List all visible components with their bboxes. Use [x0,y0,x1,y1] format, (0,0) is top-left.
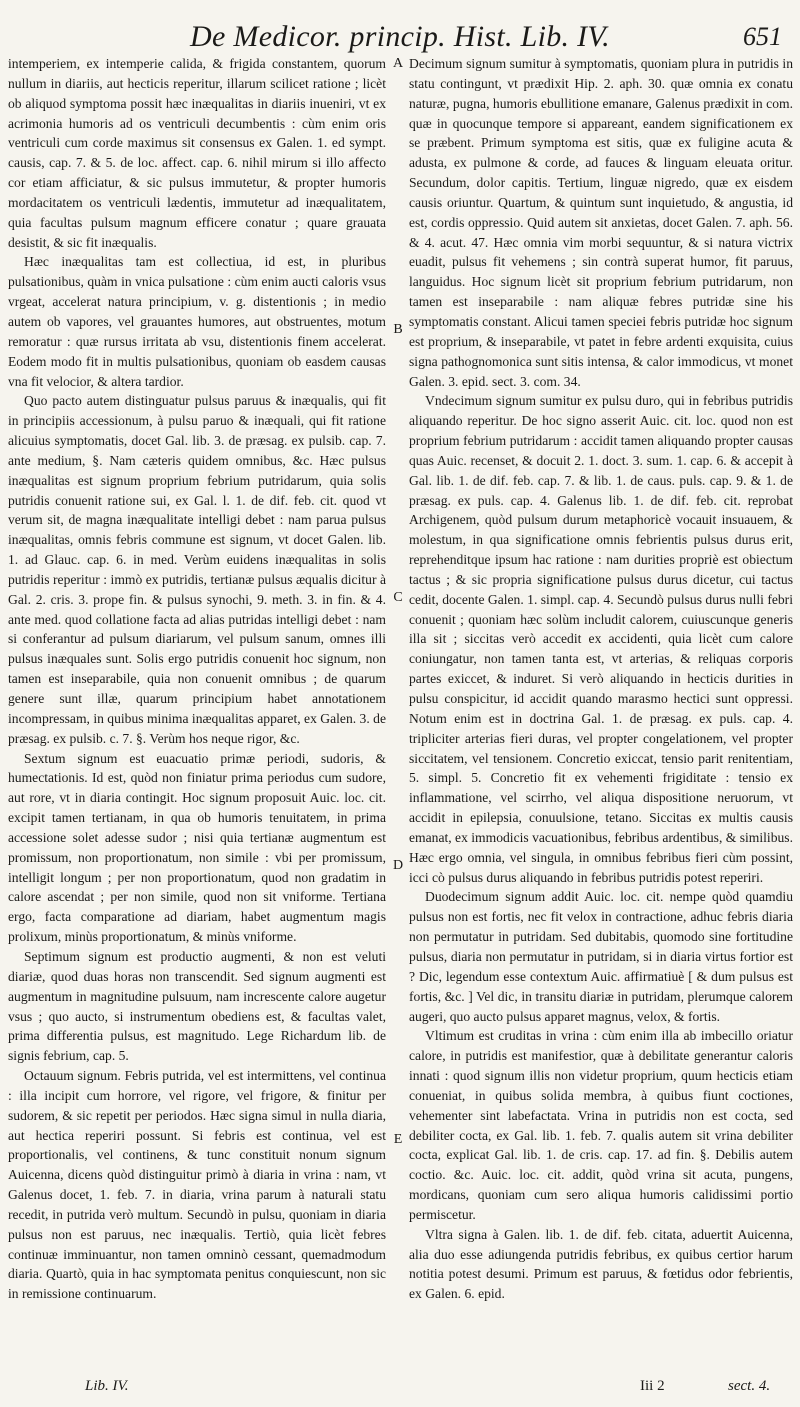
catchword: sect. 4. [728,1378,771,1394]
paragraph: Decimum signum sumitur à symptomatis, quoniam plura in putridis in statu contingunt, vt prædixit Hip. 2. aph. 30. quæ omnia ex conatu naturæ, pugna, humoris ebullitione emanare, Galenus prædixit in com. quæ in quocunque tempore si appareant, eandem significationem ex se præbent. Primum symptoma est sitis, quæ ex fuligine acuta & adusta, ex pulmone & corde, ad fauces & linguam eleuata oritur. Secundum, dolor capitis. Tertium, linguæ nigredo, quæ ex eisdem causis oriuntur. Quartum, & quintum sunt inquietudo, & angustia, id est, cordis oppressio. Quid autem sit anxietas, docet Galen. 7. aph. 56. & 4. acut. 47. Hæc omnia vim morbi sequuntur, & si natura victrix euadit, pulsus fit vehemens ; sin contrà superat humor, fit paruus, languidus. Hoc signum licèt sit proprium febrium putridarum, non tamen est inseparabile : nam aliquæ febres putridæ sine his symptomatis constant. Alicui tamen speciei febris putridæ hoc signum est proprium, & inseparabile, vt patet in febre ardenti exquisita, cuius signa pathognomonica sunt sitis intensa, & calor immodicus, vt monet Galen. 3. epid. sect. 3. com. 34. [409,56,793,389]
margin-marker-e: E [393,1132,403,1147]
right-column [409,54,793,1379]
paragraph: Duodecimum signum addit Auic. loc. cit. nempe quòd quamdiu pulsus non est fortis, nec fit velox in contractione, adhuc febris diaria non permutatur in putridam. Sed dubitabis, quomodo sine fortitudine pulsus, diaria non permutatur in putridam, si in diaria virtus fortior est ? Dic, legendum esse contextum Auic. affirmatiuè [ & dum pulsus est fortis, &c. ] Vel dic, in transitu diariæ in putridam, plerumque calorem augeri, quo aucto pulsus apparet magnus, velox, & fortis. [409,889,793,1024]
page-footer [0,1378,800,1402]
margin-marker-a: A [392,56,404,71]
margin-marker-b: B [393,322,403,337]
paragraph: Vndecimum signum sumitur ex pulsu duro, qui in febribus putridis aliquando reperitur. De hoc signo asserit Auic. cit. loc. quod non est proprium febrium putridarum : accidit tamen aliquando propter causas quas Auic. recenset, & docuit 2. 1. doct. 3. sum. 1. cap. 6. & accepit à Gal. lib. 1. de dif. feb. cap. 7. & lib. 1. de caus. puls. cap. 9. & 1. de præsag. ex puls. cap. 4. Galenus lib. 1. de dif. feb. cit. reprobat Archigenem, quòd pulsum durum metaphoricè vocauit insuauem, & molestum, in qua significatione omnis febrientis pulsus durus erit, reprehenditque ipsum hac ratione : nam durities propriè est obiectum tactus ; & sic propria significatione pulsus durus dicetur, cui tactus cedit, docente Galen. 1. simpl. cap. 4. Secundò pulsus durus nulli febri conuenit ; quoniam hæc solùm includit calorem, cuiuscunque generis illa sit ; siccitas verò accedit ex accidenti, quia licèt cum calore coniungatur, non tamen tanta est, vt arterias, & reliquas corporis partes exiccet, & induret. Si verò aliquando in hecticis durities in pulsu conspicitur, id accidit quando marasmo hectici sunt oppressi. Notum enim est in doctrina Gal. 1. de præsag. ex puls. cap. 4. tripliciter arterias fieri duras, vel propter congelationem, vel propter siccitatem, vel tensionem. Concretio exiccat, tensio parit renitentiam, 5. simpl. 5. Concretio fit ex vehementi frigiditate : tensio ex inflammatione, vel scirrho, vel aliqua dispositione neruorum, vt accidit in epilepsia, conuulsione, tetano. Siccitas ex multis causis emanat, ex immodicis vacuationibus, febribus ardentibus, & similibus. Hæc ergo omnia, vel singula, in omnibus febribus fieri cùm possint, icci cò pulsus durus aliquando in febribus putridis potest reperiri. [409,393,793,885]
signature-mark: Iii 2 [640,1378,665,1394]
left-column [8,54,386,1379]
paragraph: Hæc inæqualitas tam est collectiua, id est, in pluribus pulsationibus, quàm in vnica pulsatione : cùm enim aucti caloris vsus vrgeat, accelerat natura principium, v. g. distentionis ; in medio autem ob vapores, vel grauantes humores, aut obstruentes, motum remoratur : quæ rursus irritata ab vsu, distentionis finem accelerat. Eodem modo fit in multis pulsationibus, quoniam ob easdem causas vna fit velocior, & altera tardior. [8,254,386,389]
paragraph: Vltra signa à Galen. lib. 1. de dif. feb. citata, aduertit Auicenna, alia duo esse adiungenda putridis febribus, ex quibus certior harum notitia potest desumi. Primum est paruus, & fœtidus odor febrientis, ex Galen. 6. epid. [409,1226,793,1302]
running-title: De Medicor. princip. Hist. Lib. IV. [190,20,610,53]
running-foot: Lib. IV. [85,1378,129,1394]
paragraph: Vltimum est cruditas in vrina : cùm enim illa ab imbecillo oriatur calore, in putridis est manifestior, quæ à debilitate generantur caloris innati : quod signum illis non videtur proprium, quum hecticis etiam conueniat, in quibus solida membra, à quibus fiunt coctiones, vehementer sint labefactata. Vrina in putridis non est cocta, sed debiliter cocta, ex Gal. lib. 1. feb. 7. qualis autem sit vrina debiliter cocta, explicat Gal. lib. 1. de cris. cap. 17. ad fin. §. Debilis autem coctio. &c. Auic. loc. cit. addit, quòd vrina sit acuta, pungens, mordicans, quoniam cum sero aliqua humoris calidissimi portio permiscetur. [409,1028,793,1222]
paragraph: intemperiem, ex intemperie calida, & frigida constantem, quorum nullum in diariis, aut hecticis reperitur, illarum scilicet ratione ; licèt ob aliquod symptoma possit hæc inæqualitas in diariis inueniri, vt ex acrimonia humoris ad os ventriculi decumbentis : cùm enim oris ventriculi cum corde maximus sit consensus ex Galen. 1. ed sympt. causis, cap. 7. & 5. de loc. affect. cap. 6. nihil mirum si illo affecto cor etiam afficiatur, & sic pulsus immutetur, & propter humoris mordacitatem os ventriculi lædentis, immutetur ad inæqualitatem, quia facultas pulsum magnum efficere conatur ; quare grauata desistit, & sic fit inæqualis. [8,56,386,250]
margin-marker-d: D [392,858,404,873]
paragraph: Septimum signum est productio augmenti, & non est veluti diariæ, quod duas horas non transcendit. Sed signum augmenti est augmentum in magnitudine pulsuum, nam increscente calore augetur vsus ; quo aucto, si instrumentum obediens est, & facultas valet, prima differentia pulsus, est magnitudo. Lege Richardum lib. de signis febrium, cap. 5. [8,948,386,1064]
running-header [0,18,800,58]
paragraph: Quo pacto autem distinguatur pulsus paruus & inæqualis, qui fit in principiis accessionum, à pulsu paruo & inæquali, qui fit ratione alicuius symptomatis, docet Gal. lib. 3. de præsag. ex pulsib. cap. 7. ante medium, §. Nam cæteris quidem omnibus, &c. Hæc pulsus inæqualitas est signum proprium febrium putridarum, quia solis putridis conuenit ratione sui, ex Gal. l. 1. de dif. feb. cit. quod vt verum sit, de magna inæqualitate intelligi debet : nam parua pulsus inæqualitas, omnis febris commune est signum, vt docet Galen. lib. 1. ad Glauc. cap. 6. in med. Verùm euidens inæqualitas in solis putridis reperitur : immò ex putridis, tertianæ pulsus æqualis dicitur à Gal. 2. cris. 3. prope fin. & pulsus synochi, 9. meth. 3. in fin. & 4. ante med. quod collatione facta ad alias putridas intelligi debet : nam si conferantur ad pulsum diariarum, vel pulsum sanum, omnes illi pulsus inæquales sunt. Solis ergo putridis conuenit hoc signum, non tamen est inseparabile, quia non conuenit omnibus ; de quarum genere sunt illæ, quarum principium habet annotationem incompressam, in quibus minima inæqualitas apparet, ex Galen. 3. de præsag. ex pulsib. c. 7. §. Verùm hos neque rigor, &c. [8,393,386,746]
paragraph: Octauum signum. Febris putrida, vel est intermittens, vel continua : illa incipit cum horrore, vel rigore, vel frigore, & finitur per sudorem, & sic repetit per periodos. Hæc signa simul in nulla diaria, aut hectica reperiri possunt. Si febris est continua, vel est proportionalis, vel continens, & tunc constituit nonum signum Auicenna, dicens quòd distinguitur primò à diaria in vrina : nam, vt Galenus docet, 1. feb. 7. in diaria, vrina parum à naturali statu recedit, in putrida verò multum. Secundò in pulsu, quoniam in diaria pulsus non est paruus, nec inæqualis. Tertiò, quia licèt febres continuæ imminuantur, non tamen omninò cessant, quemadmodum diaria. Quartò, quia in hac symptomata penitus conquiescunt, non sic in remissione continuarum. [8,1068,386,1302]
paragraph: Sextum signum est euacuatio primæ periodi, sudoris, & humectationis. Id est, quòd non finiatur prima periodus cum sudore, aut rore, vt in diaria contingit. Hoc signum proposuit Auic. loc. cit. excipit tamen tertianam, in qua ob humoris tenuitatem, in prima accessione solet adesse sudor ; nisi quia tertianæ augmentum est promissum, non proportionatum, non simile : vbi per promissum, intelligit longum ; per non proportionatum, quod non gradatim in calore ascendat ; per non simile, quod non sit vniforme. Tertiana ergo, facta comparatione ad diariam, habet augmentum magis prolixum, minùs proportionatum, & minùs vniforme. [8,750,386,945]
page-number: 651 [743,22,782,51]
margin-marker-c: C [393,590,403,605]
